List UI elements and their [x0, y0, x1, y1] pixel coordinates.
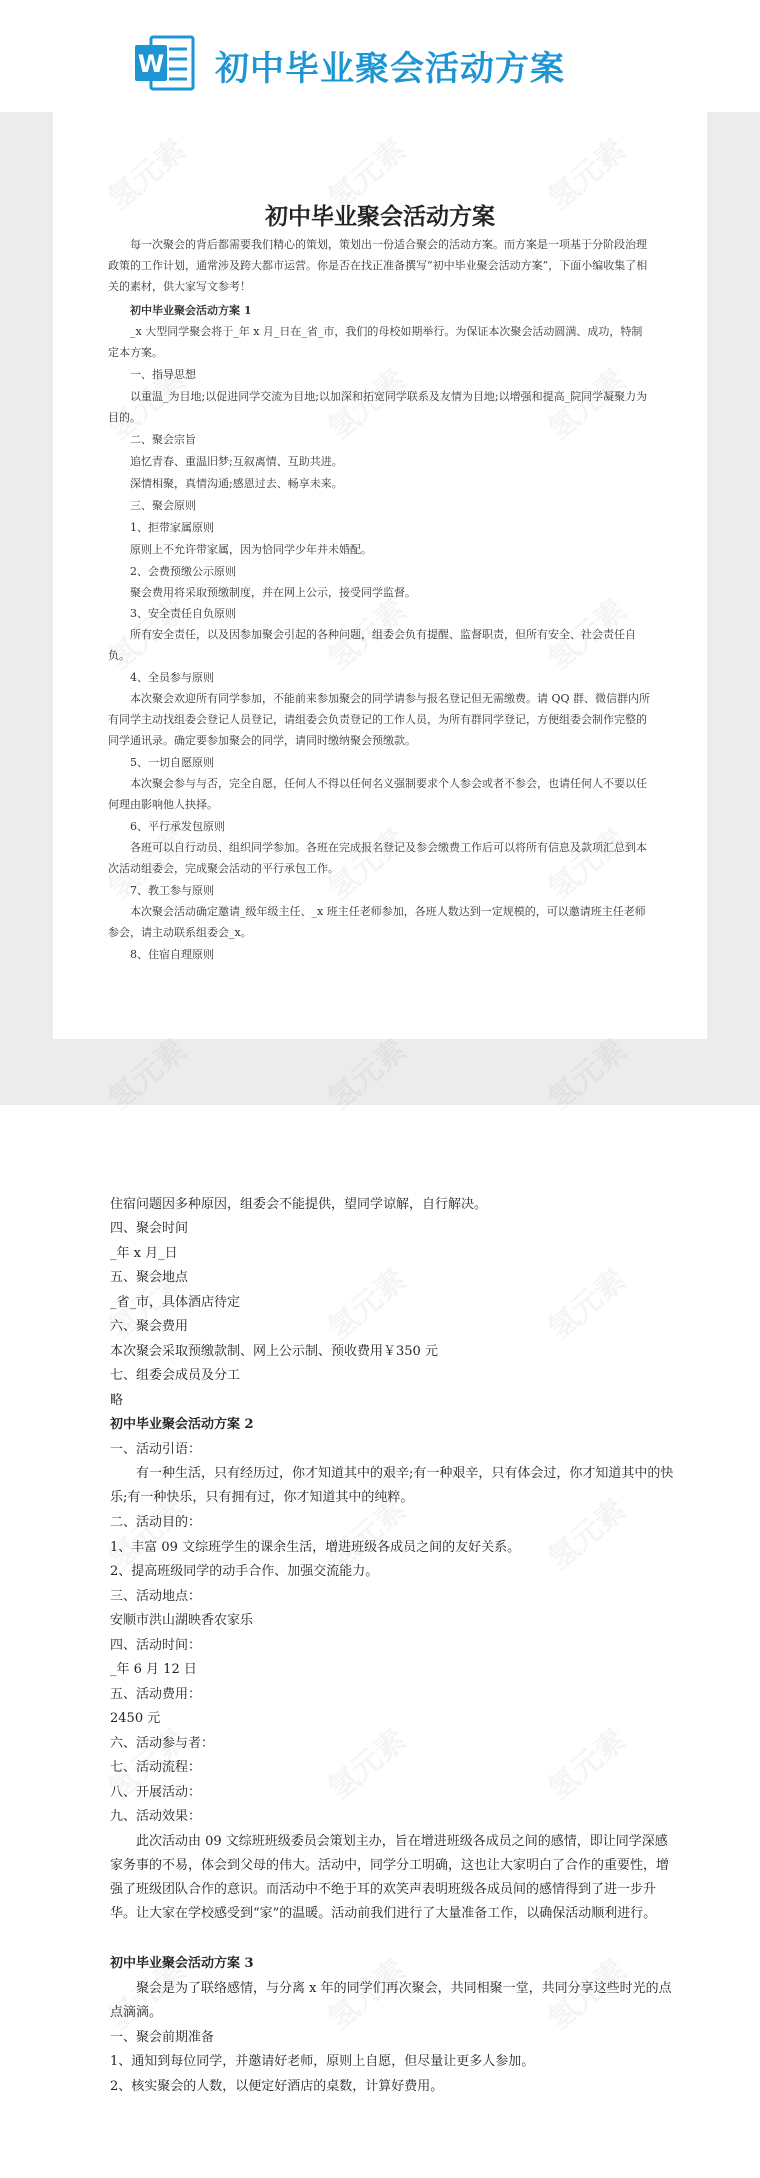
heading: 六、活动参与者： [110, 1736, 215, 1751]
paragraph: _年 6 月 12 日 [110, 1662, 197, 1677]
heading: 一、指导思想 [130, 368, 196, 381]
paragraph: _省_市，具体酒店待定 [110, 1295, 241, 1310]
banner-title: 初中毕业聚会活动方案 [215, 49, 565, 89]
paragraph: 略 [110, 1393, 124, 1408]
paragraph: _x 大型同学聚会将于_年 x 月_日在_省_市，我们的母校如期举行。为保证本次聚会活动圆满、成功，特制定本方案。 [108, 325, 643, 359]
rule-heading: 6、平行承发包原则 [130, 820, 225, 833]
document-title: 初中毕业聚会活动方案 [265, 203, 495, 230]
rule-heading: 4、全员参与原则 [130, 671, 214, 684]
section-2-heading: 初中毕业聚会活动方案 2 [110, 1417, 254, 1432]
paragraph: 本次聚会欢迎所有同学参加，不能前来参加聚会的同学请参与报名登记但无需缴费。请 QQ 群、微信群内所有同学主动找组委会登记人员登记，请组委会负责登记的工作人员，为所有群同学登记，方便组委会制作完整的同学通讯录。确定要参加聚会的同学，请同时缴纳聚会预缴款。 [108, 692, 651, 747]
paragraph: 所有安全责任，以及因参加聚会引起的各种问题，组委会负有提醒、监督职责，但所有安全、社会责任自负。 [108, 628, 636, 662]
paragraph: 2、提高班级同学的动手合作、加强交流能力。 [110, 1564, 379, 1579]
paragraph: 聚会是为了联络感情，与分离 x 年的同学们再次聚会，共同相聚一堂，共同分享这些时光的点点滴滴。 [110, 1981, 672, 2020]
heading: 五、聚会地点 [110, 1270, 189, 1285]
heading: 四、活动时间： [110, 1638, 202, 1653]
heading: 七、活动流程： [110, 1760, 202, 1775]
paragraph: 此次活动由 09 文综班班级委员会策划主办，旨在增进班级各成员之间的感情，即让同学深感家务事的不易，体会到父母的伟大。活动中，同学分工明确，这也让大家明白了合作的重要性，增强了班级团队合作的意识。而活动中不绝于耳的欢笑声表明班级各成员间的感情得到了进一步升华。让大家在学校感受到“家”的温暖。活动前我们进行了大量准备工作，以确保活动顺利进行。 [110, 1834, 670, 1921]
svg-text:W: W [137, 50, 165, 78]
rule-heading: 5、一切自愿原则 [130, 756, 214, 769]
paragraph: 原则上不允许带家属，因为恰同学少年并未婚配。 [130, 543, 372, 556]
heading: 二、活动目的： [110, 1515, 202, 1530]
heading: 一、聚会前期准备 [110, 2030, 215, 2045]
paragraph: 本次聚会采取预缴款制、网上公示制、预收费用￥350 元 [110, 1344, 438, 1359]
heading: 九、活动效果： [110, 1809, 202, 1824]
intro-paragraph: 每一次聚会的背后都需要我们精心的策划，策划出一份适合聚会的活动方案。而方案是一项基于分阶段治理政策的工作计划，通常涉及跨大都市运营。你是否在找正准备撰写“初中毕业聚会活动方案”，下面小编收集了相关的素材，供大家写文参考！ [108, 238, 648, 293]
rule-heading: 7、教工参与原则 [130, 884, 214, 897]
heading: 六、聚会费用 [110, 1319, 189, 1334]
heading: 七、组委会成员及分工 [110, 1368, 241, 1383]
heading: 五、活动费用： [110, 1687, 202, 1702]
paragraph: 聚会费用将采取预缴制度，并在网上公示，接受同学监督。 [130, 586, 416, 599]
paragraph: 1、丰富 09 文综班学生的课余生活，增进班级各成员之间的友好关系。 [110, 1540, 521, 1555]
rule-heading: 8、住宿自理原则 [130, 948, 214, 961]
paragraph: 以重温_为目地;以促进同学交流为目地;以加深和拓宽同学联系及友情为目地;以增强和提高_院同学凝聚力为目的。 [108, 390, 648, 424]
paragraph: 安顺市洪山湖映香农家乐 [110, 1613, 254, 1628]
rule-heading: 2、会费预缴公示原则 [130, 565, 236, 578]
word-document-icon [133, 33, 197, 93]
rule-heading: 1、拒带家属原则 [130, 521, 214, 534]
document-banner [0, 0, 760, 112]
heading: 一、活动引语： [110, 1442, 202, 1457]
heading: 三、活动地点： [110, 1589, 202, 1604]
paragraph: 有一种生活，只有经历过，你才知道其中的艰辛;有一种艰辛，只有体会过，你才知道其中的快乐;有一种快乐，只有拥有过，你才知道其中的纯粹。 [110, 1466, 674, 1505]
paragraph: 2450 元 [110, 1711, 161, 1726]
rule-heading: 3、安全责任自负原则 [130, 607, 236, 620]
paragraph: 1、通知到每位同学，并邀请好老师，原则上自愿，但尽量让更多人参加。 [110, 2054, 535, 2069]
heading: 三、聚会原则 [130, 499, 196, 512]
heading: 八、开展活动： [110, 1785, 202, 1800]
paragraph: 各班可以自行动员、组织同学参加。各班在完成报名登记及参会缴费工作后可以将所有信息及款项汇总到本次活动组委会，完成聚会活动的平行承包工作。 [108, 841, 647, 875]
heading: 四、聚会时间 [110, 1221, 189, 1236]
paragraph: 深情相聚，真情沟通;感恩过去、畅享未来。 [130, 477, 343, 490]
paragraph: 追忆青春、重温旧梦;互叙离情、互助共进。 [130, 455, 343, 468]
section-1-heading: 初中毕业聚会活动方案 1 [130, 304, 252, 317]
paragraph: _年 x 月_日 [110, 1246, 178, 1261]
paragraph: 本次聚会活动确定邀请_级年级主任、_x 班主任老师参加，各班人数达到一定规模的，可以邀请班主任老师参会，请主动联系组委会_x。 [108, 905, 646, 939]
section-3-heading: 初中毕业聚会活动方案 3 [110, 1956, 254, 1971]
heading: 二、聚会宗旨 [130, 433, 196, 446]
paragraph: 2、核实聚会的人数，以便定好酒店的桌数，计算好费用。 [110, 2079, 444, 2094]
paragraph: 本次聚会参与与否，完全自愿，任何人不得以任何名义强制要求个人参会或者不参会，也请任何人不要以任何理由影响他人抉择。 [108, 777, 647, 811]
paragraph: 住宿问题因多种原因，组委会不能提供，望同学谅解，自行解决。 [110, 1197, 488, 1212]
